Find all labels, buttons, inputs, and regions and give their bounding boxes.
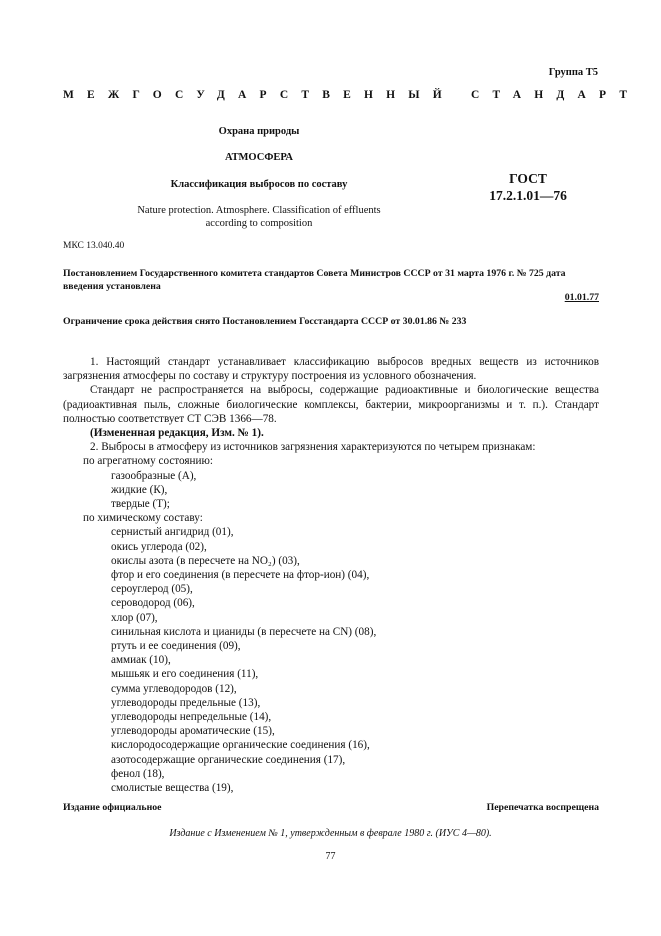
english-title-line-1: Nature protection. Atmosphere. Classification of effluents [137, 205, 381, 216]
list-item: твердые (Т); [111, 498, 170, 511]
paragraph-3: 2. Выбросы в атмосферу из источников загрязнения характеризуются по четырем признакам: [90, 441, 536, 454]
aggregate-label: по агрегатному состоянию: [83, 455, 213, 468]
list-item: окись углерода (02), [111, 540, 207, 553]
limit-note: Ограничение срока действия снято Постановлением Госстандарта СССР от 30.01.86 № 233 [63, 316, 467, 327]
list-item: окислы азота (в пересчете на NO₂) (03), [111, 554, 300, 567]
mks-code: МКС 13.040.40 [63, 241, 125, 251]
list-item: углеводороды ароматические (15), [111, 725, 275, 738]
list-item: кислородосодержащие органические соединения (16), [111, 739, 370, 752]
list-item: сероуглерод (05), [111, 583, 193, 596]
classification-title: Классификация выбросов по составу [170, 179, 348, 190]
subject: АТМОСФЕРА [225, 152, 293, 163]
main-text [63, 355, 599, 795]
gost-number: 17.2.1.01—76 [489, 188, 567, 203]
list-item: фтор и его соединения (в пересчете на фтор-ион) (04), [111, 569, 370, 582]
list-item: жидкие (К), [111, 483, 168, 496]
gost-label: ГОСТ [509, 171, 547, 186]
list-item: хлор (07), [111, 611, 158, 624]
list-item: сернистый ангидрид (01), [111, 526, 234, 539]
official-edition-label: Издание официальное [63, 802, 162, 813]
edition-info: Издание с Изменением № 1, утвержденным в феврале 1980 г. (ИУС 4—80). [169, 828, 492, 839]
decree-date: 01.01.77 [564, 292, 599, 303]
edition-note: (Измененная редакция, Изм. № 1). [90, 427, 264, 440]
list-item: углеводороды непредельные (14), [111, 711, 272, 724]
decree-text: Постановлением Государственного комитета стандартов Совета Министров СССР от 31 марта 1976 г. № 725 дата введения установлена [63, 268, 566, 292]
english-title-line-2: according to composition [205, 218, 313, 229]
chemical-label: по химическому составу: [83, 512, 203, 525]
page-number: 77 [325, 851, 336, 862]
list-item: сумма углеводородов (12), [111, 682, 237, 695]
paragraph-2: Стандарт не распространяется на выбросы, содержащие радиоактивные и биологические вещества (радиоактивная пыль, сложные биологические комплексы, бактерии, микроорганизмы и т. п.). Стандарт полностью соответствует СТ СЭВ 1366—78. [63, 384, 599, 425]
list-item: смолистые вещества (19), [111, 782, 234, 795]
list-item: азотосодержащие органические соединения (17), [111, 753, 346, 766]
list-item: углеводороды предельные (13), [111, 696, 261, 709]
standard-title: МЕЖГОСУДАРСТВЕННЫЙ СТАНДАРТ [63, 89, 641, 101]
list-item: газообразные (А), [111, 469, 197, 482]
list-item: мышьяк и его соединения (11), [111, 668, 259, 681]
list-item: сероводород (06), [111, 597, 195, 610]
paragraph-1: 1. Настоящий стандарт устанавливает классификацию выбросов вредных веществ из источников загрязнения атмосферы по составу и структуру построения из условного обозначения. [63, 356, 599, 383]
gost-block [470, 170, 586, 204]
list-item: фенол (18), [111, 767, 165, 780]
list-item: ртуть и ее соединения (09), [111, 640, 241, 653]
group-label: Группа Т5 [548, 67, 598, 78]
list-item: аммиак (10), [111, 654, 171, 667]
english-title [100, 204, 418, 230]
list-item: синильная кислота и цианиды (в пересчете на CN) (08), [111, 625, 377, 638]
topic: Охрана природы [218, 126, 300, 137]
reprint-notice: Перепечатка воспрещена [486, 802, 599, 813]
